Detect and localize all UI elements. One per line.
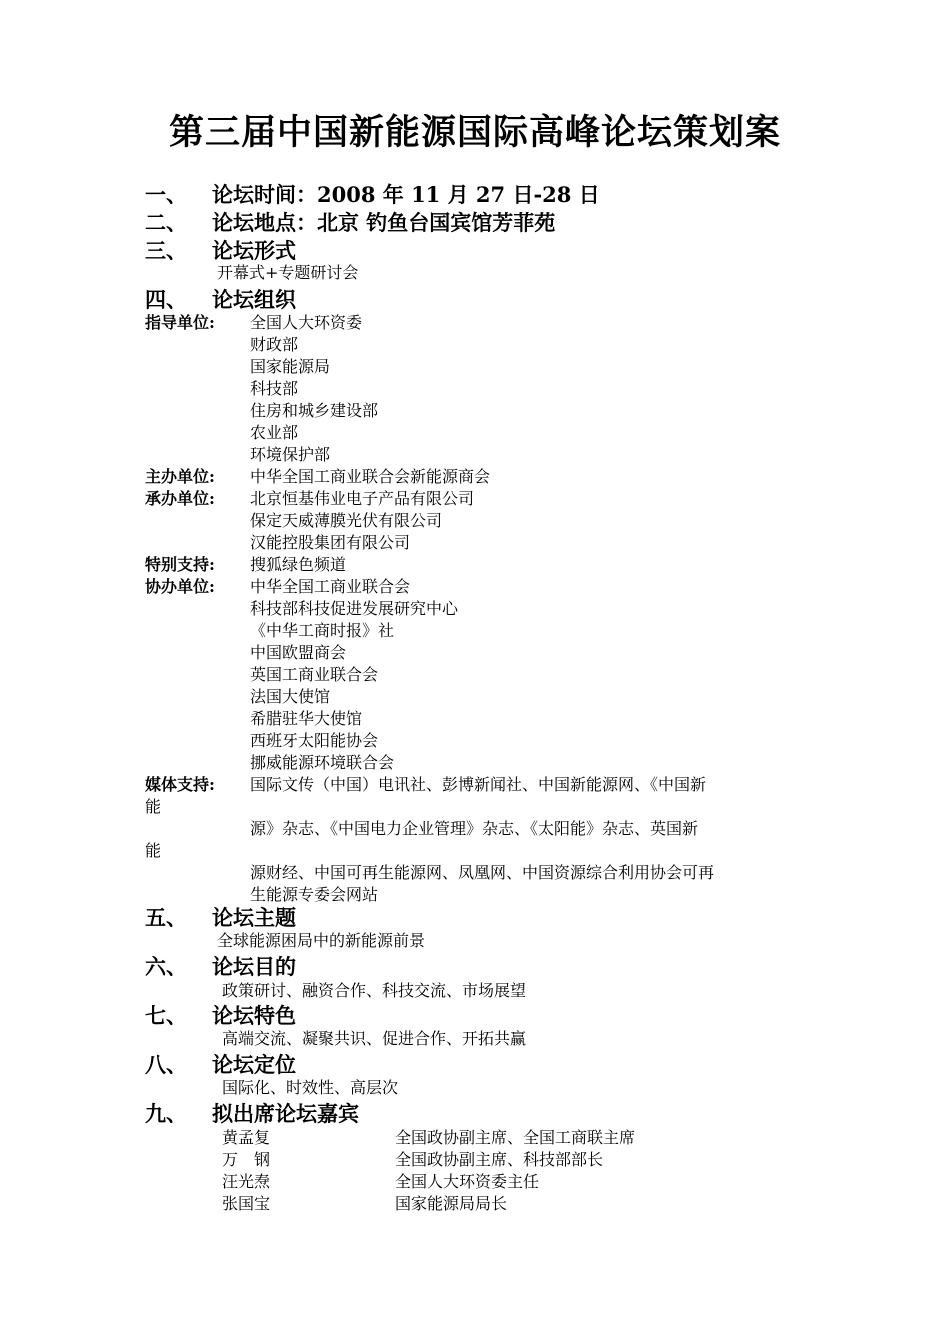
special-support-label: 特别支持: [145,555,215,574]
section-number: 一、 [145,182,187,207]
section-number: 九、 [145,1101,187,1126]
guidance-unit: 农业部 [250,423,299,442]
guest-title: 国家能源局局长 [395,1194,508,1213]
section-heading: 论坛形式 [212,238,296,263]
purpose-text: 政策研讨、融资合作、科技交流、市场展望 [222,981,527,1000]
guest-title: 全国人大环资委主任 [395,1172,540,1191]
co-organizer-unit: 西班牙太阳能协会 [250,731,379,750]
co-organizer-unit: 法国大使馆 [250,687,331,706]
guidance-unit: 财政部 [250,335,299,354]
section-heading: 论坛地点：北京 钓鱼台国宾馆芳菲苑 [212,210,556,235]
media-support-label: 媒体支持: [145,775,215,794]
organizer-unit: 保定天威薄膜光伏有限公司 [250,511,443,530]
organizer-label: 承办单位: [145,489,215,508]
guest-title: 全国政协副主席、全国工商联主席 [395,1128,636,1147]
document-title: 第三届中国新能源国际高峰论坛策划案 [168,112,781,153]
guidance-unit: 环境保护部 [250,445,331,464]
forum-format-text: 开幕式+专题研讨会 [217,263,359,282]
organizer-unit: 北京恒基伟业电子产品有限公司 [250,489,475,508]
section-purpose [145,952,296,982]
section-number: 六、 [145,954,187,979]
guidance-label: 指导单位: [145,313,215,332]
section-heading: 拟出席论坛嘉宾 [212,1101,359,1126]
guidance-unit: 国家能源局 [250,357,331,376]
section-theme [145,903,296,933]
section-positioning [145,1050,296,1080]
host-label: 主办单位: [145,467,215,486]
section-number: 七、 [145,1003,187,1028]
guest-name: 黄孟复 [222,1128,271,1147]
section-features [145,1001,296,1031]
media-line: 能 [145,841,162,860]
media-line: 源财经、中国可再生能源网、凤凰网、中国资源综合利用协会可再 [250,863,715,882]
section-heading: 论坛时间：2008 年 11 月 27 日-28 日 [212,182,600,207]
guest-name: 张国宝 [222,1194,271,1213]
section-number: 三、 [145,238,187,263]
section-heading: 论坛定位 [212,1052,296,1077]
co-organizer-unit: 中华全国工商业联合会 [250,577,411,596]
guidance-unit: 住房和城乡建设部 [250,401,379,420]
media-line: 源》杂志、《中国电力企业管理》杂志、《太阳能》杂志、英国新 [250,819,699,838]
co-organizer-unit: 挪威能源环境联合会 [250,753,395,772]
media-line: 国际文传（中国）电讯社、彭博新闻社、中国新能源网、《中国新 [250,775,707,794]
section-number: 二、 [145,210,187,235]
host-unit: 中华全国工商业联合会新能源商会 [250,467,491,486]
section-number: 五、 [145,905,187,930]
section-heading: 论坛组织 [212,287,296,312]
section-heading: 论坛目的 [212,954,296,979]
co-organizer-unit: 《中华工商时报》社 [250,621,395,640]
section-heading: 论坛特色 [212,1003,296,1028]
guidance-unit: 全国人大环资委 [250,313,363,332]
section-number: 八、 [145,1052,187,1077]
section-heading: 论坛主题 [212,905,296,930]
co-organizer-label: 协办单位: [145,577,215,596]
section-organization [145,285,296,315]
section-guests [145,1099,359,1129]
section-time [145,180,600,210]
organizer-unit: 汉能控股集团有限公司 [250,533,411,552]
co-organizer-unit: 英国工商业联合会 [250,665,379,684]
media-line: 能 [145,797,162,816]
guest-name: 万 钢 [222,1150,271,1169]
guidance-unit: 科技部 [250,379,299,398]
media-line: 生能源专委会网站 [250,885,379,904]
theme-text: 全球能源困局中的新能源前景 [217,931,426,950]
guest-name: 汪光焘 [222,1172,271,1191]
special-support-unit: 搜狐绿色频道 [250,555,347,574]
features-text: 高端交流、凝聚共识、促进合作、开拓共赢 [222,1029,527,1048]
section-number: 四、 [145,287,187,312]
guest-title: 全国政协副主席、科技部部长 [395,1150,604,1169]
section-venue [145,208,555,238]
positioning-text: 国际化、时效性、高层次 [222,1078,399,1097]
co-organizer-unit: 科技部科技促进发展研究中心 [250,599,459,618]
co-organizer-unit: 希腊驻华大使馆 [250,709,363,728]
co-organizer-unit: 中国欧盟商会 [250,643,347,662]
